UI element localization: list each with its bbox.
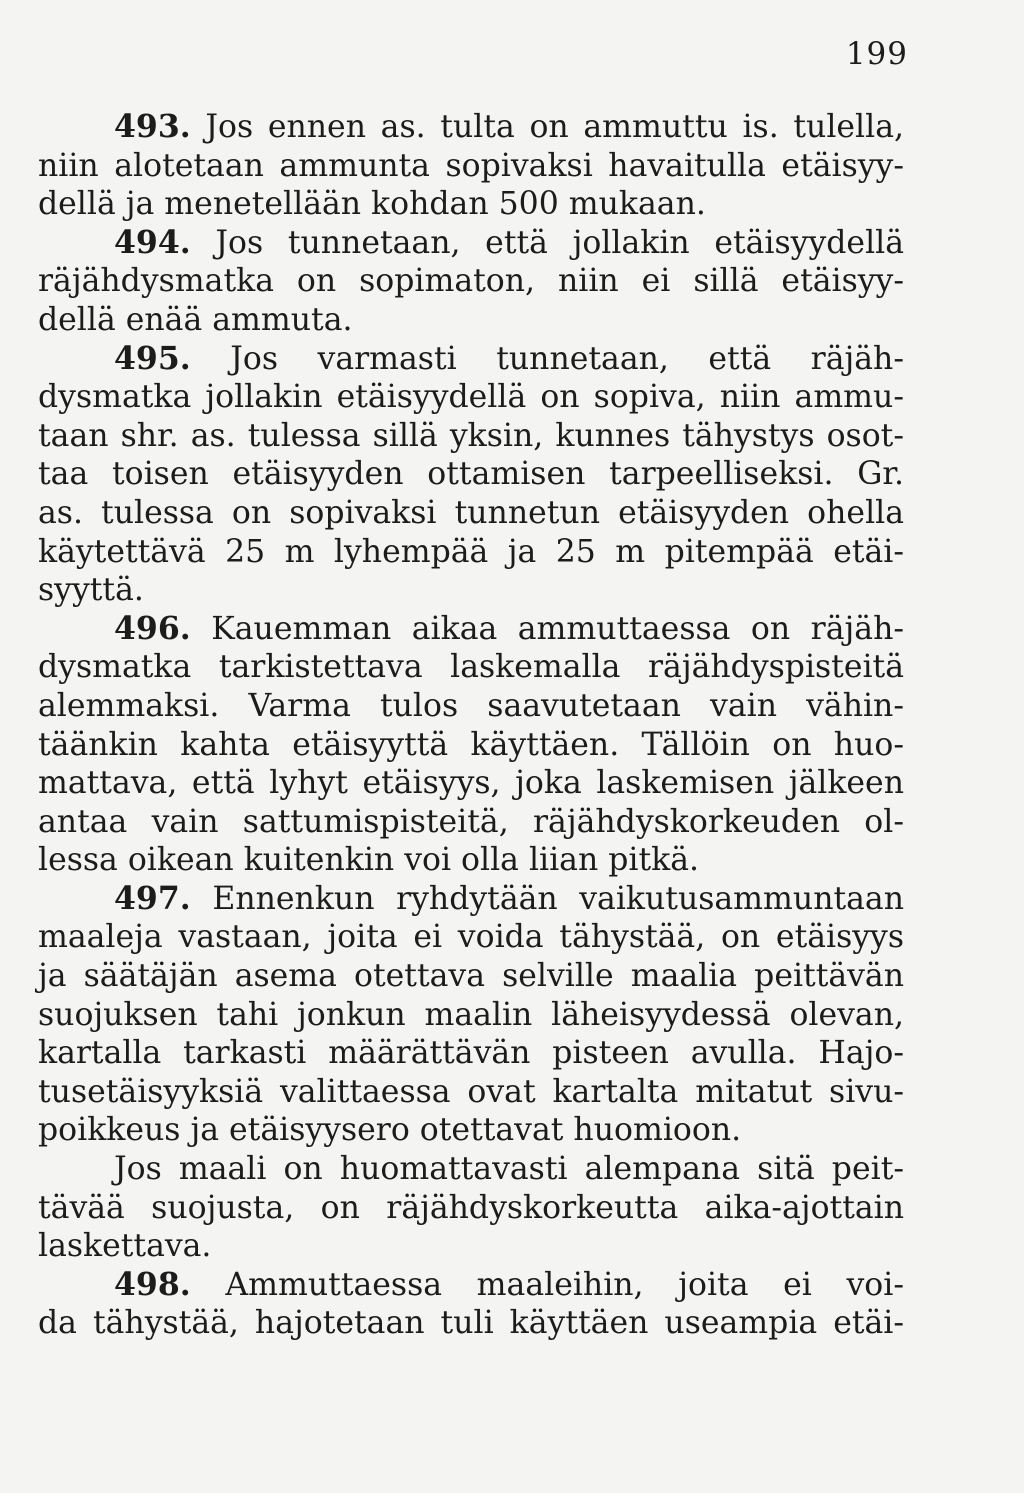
paragraph-line: käytettävä 25 m lyhempää ja 25 m pitempää etäi- [38, 533, 904, 570]
paragraph-line: 493. Jos ennen as. tulta on ammuttu is. tulella, [114, 108, 904, 145]
paragraph-496 [38, 610, 904, 880]
paragraph-line: dellä enää ammuta. [38, 301, 353, 338]
page-number: 199 [845, 36, 908, 72]
paragraph-line: 494. Jos tunnetaan, että jollakin etäisyydellä [114, 223, 904, 261]
paragraph-line: 496. Kauemman aikaa ammuttaessa on räjäh- [114, 609, 904, 647]
paragraph-line: Jos maali on huomattavasti alempana sitä peit- [114, 1151, 904, 1188]
paragraph-line: 497. Ennenkun ryhdytään vaikutusammuntaan [114, 879, 904, 917]
paragraph-line: maaleja vastaan, joita ei voida tähystää, on etäisyys [38, 919, 904, 956]
paragraph-line: da tähystää, hajotetaan tuli käyttäen useampia etäi- [38, 1305, 904, 1342]
paragraph-line: taa toisen etäisyyden ottamisen tarpeelliseksi. Gr. [38, 456, 904, 493]
paragraph-line: syyttä. [38, 572, 144, 609]
paragraph-498 [38, 1266, 904, 1343]
paragraph-line: räjähdysmatka on sopimaton, niin ei sillä etäisyy- [38, 263, 904, 300]
paragraph-line: kartalla tarkasti määrättävän pisteen avulla. Hajo- [38, 1035, 904, 1072]
paragraph-number: 497. [114, 879, 191, 917]
paragraph-494 [38, 224, 904, 340]
paragraph-line: taan shr. as. tulessa sillä yksin, kunnes tähystys osot- [38, 417, 904, 454]
paragraph-number: 495. [114, 339, 191, 377]
paragraph-line: antaa vain sattumispisteitä, räjähdyskorkeuden ol- [38, 803, 904, 840]
paragraph-line: dysmatka jollakin etäisyydellä on sopiva, niin ammu- [38, 379, 904, 416]
paragraph-line: dellä ja menetellään kohdan 500 mukaan. [38, 186, 706, 223]
paragraph-line: ja säätäjän asema otettava selville maalia peittävän [38, 958, 904, 995]
paragraph-493 [38, 108, 904, 224]
paragraph-line: tusetäisyyksiä valittaessa ovat kartalta mitatut sivu- [38, 1073, 904, 1110]
paragraph-number: 498. [114, 1265, 191, 1303]
paragraph-line: tävää suojusta, on räjähdyskorkeutta aika-ajottain [38, 1189, 904, 1226]
paragraph-line: 495. Jos varmasti tunnetaan, että räjäh- [114, 339, 904, 377]
paragraph-number: 494. [114, 223, 191, 261]
paragraph-line: mattava, että lyhyt etäisyys, joka laskemisen jälkeen [38, 765, 904, 802]
paragraph-line: dysmatka tarkistettava laskemalla räjähdyspisteitä [38, 649, 904, 686]
paragraph-495 [38, 340, 904, 610]
paragraph-line: niin alotetaan ammunta sopivaksi havaitulla etäisyy- [38, 147, 904, 184]
paragraph-line: poikkeus ja etäisyysero otettavat huomioon. [38, 1112, 742, 1149]
body-text [38, 108, 904, 1343]
paragraph-line: laskettava. [38, 1228, 212, 1265]
paragraph-497-continued [38, 1150, 904, 1266]
paragraph-line: 498. Ammuttaessa maaleihin, joita ei voi- [114, 1265, 904, 1303]
paragraph-line: lessa oikean kuitenkin voi olla liian pitkä. [38, 842, 700, 879]
paragraph-line: täänkin kahta etäisyyttä käyttäen. Tällöin on huo- [38, 726, 904, 763]
paragraph-line: suojuksen tahi jonkun maalin läheisyydessä olevan, [38, 996, 904, 1033]
paragraph-number: 493. [114, 108, 191, 145]
paragraph-line: alemmaksi. Varma tulos saavutetaan vain vähin- [38, 687, 904, 724]
paragraph-497 [38, 880, 904, 1150]
paragraph-number: 496. [114, 609, 191, 647]
paragraph-line: as. tulessa on sopivaksi tunnetun etäisyyden ohella [38, 494, 904, 531]
